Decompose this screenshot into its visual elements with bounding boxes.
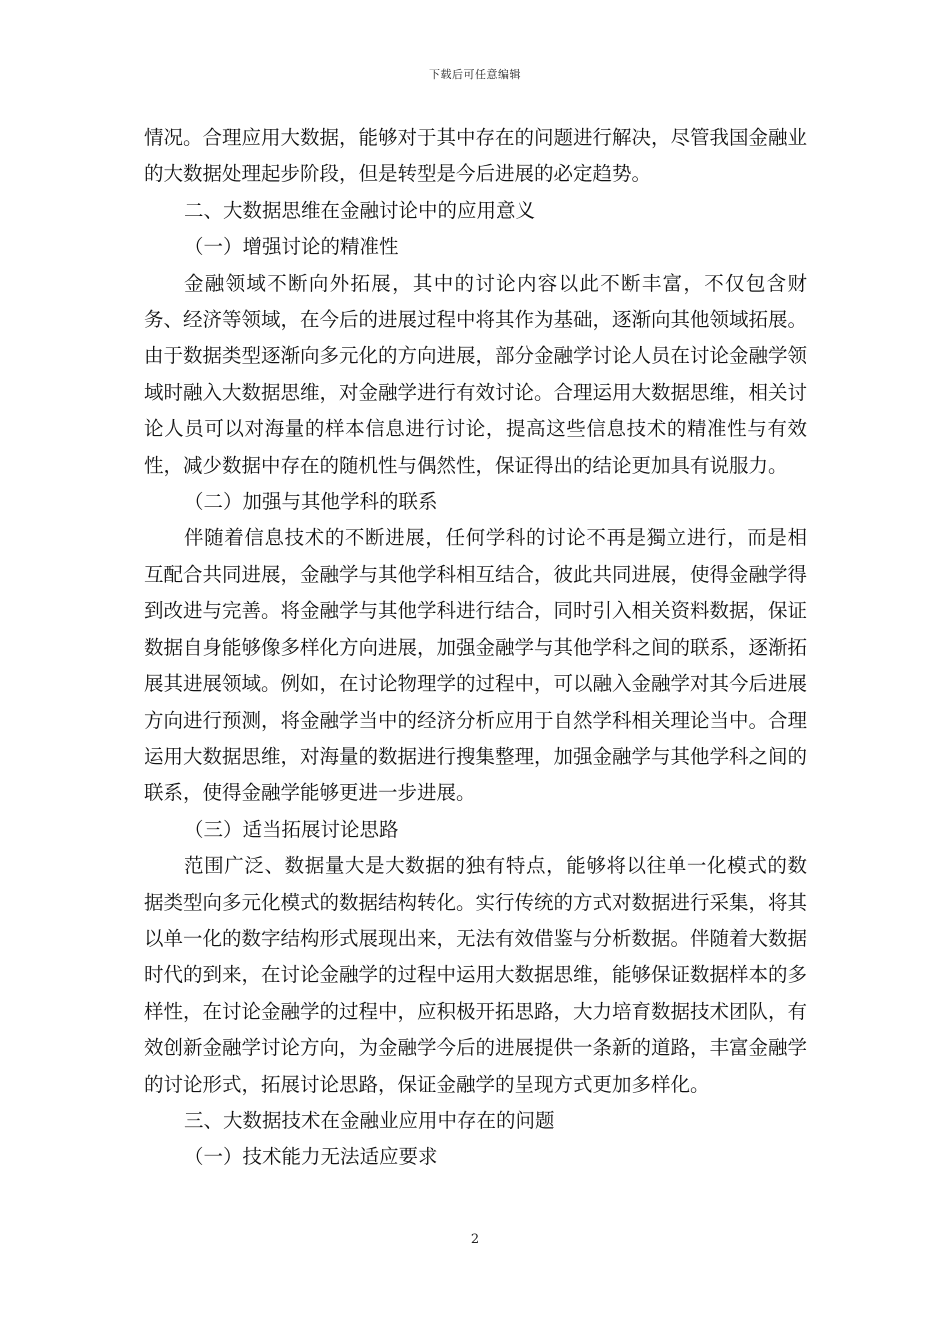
body-paragraph: 伴随着信息技术的不断进展，任何学科的讨论不再是獨立进行，而是相互配合共同进展，金融学与其他学科相互结合，彼此共同进展，使得金融学得到改进与完善。将金融学与其他学科进行结合，同时引入相关资料数据，保证数据自身能够像多样化方向进展，加强金融学与其他学科之间的联系，逐渐拓展其进展领域。例如，在讨论物理学的过程中，可以融入金融学对其今后进展方向进行预测，将金融学当中的经济分析应用于自然学科相关理论当中。合理运用大数据思维，对海量的数据进行搜集整理，加强金融学与其他学科之间的联系，使得金融学能够更进一步进展。 [144,526,808,805]
body-paragraph: 范围广泛、数据量大是大数据的独有特点，能够将以往单一化模式的数据类型向多元化模式的数据结构转化。实行传统的方式对数据进行采集，将其以单一化的数字结构形式展现出来，无法有效借鉴与分析数据。伴随着大数据时代的到来，在讨论金融学的过程中运用大数据思维，能够保证数据样本的多样性，在讨论金融学的过程中，应积极开拓思路，大力培育数据技术团队，有效创新金融学讨论方向，为金融学今后的进展提供一条新的道路，丰富金融学的讨论形式，拓展讨论思路，保证金融学的呈现方式更加多样化。 [144,854,808,1096]
subsection-heading: （二）加强与其他学科的联系 [184,490,438,514]
page-number: 2 [470,1232,480,1247]
document-body [144,120,807,1176]
subsection-heading: （一）技术能力无法适应要求 [184,1145,438,1169]
section-heading: 二、大数据思维在金融讨论中的应用意义 [184,198,536,222]
subsection-heading: （三）适当拓展讨论思路 [184,817,399,841]
page-header: 下载后可任意编辑 [429,68,521,81]
body-paragraph: 金融领域不断向外拓展，其中的讨论内容以此不断丰富，不仅包含财务、经济等领域，在今后的进展过程中将其作为基础，逐渐向其他领域拓展。由于数据类型逐渐向多元化的方向进展，部分金融学讨论人员在讨论金融学领域时融入大数据思维，对金融学进行有效讨论。合理运用大数据思维，相关讨论人员可以对海量的样本信息进行讨论，提高这些信息技术的精准性与有效性，减少数据中存在的随机性与偶然性，保证得出的结论更加具有说服力。 [144,271,808,477]
section-heading: 三、大数据技术在金融业应用中存在的问题 [184,1108,555,1132]
paragraph-continued: 情况。合理应用大数据，能够对于其中存在的问题进行解决，尽管我国金融业的大数据处理起步阶段，但是转型是今后进展的必定趋势。 [144,126,808,186]
subsection-heading: （一）增强讨论的精准性 [184,235,399,259]
